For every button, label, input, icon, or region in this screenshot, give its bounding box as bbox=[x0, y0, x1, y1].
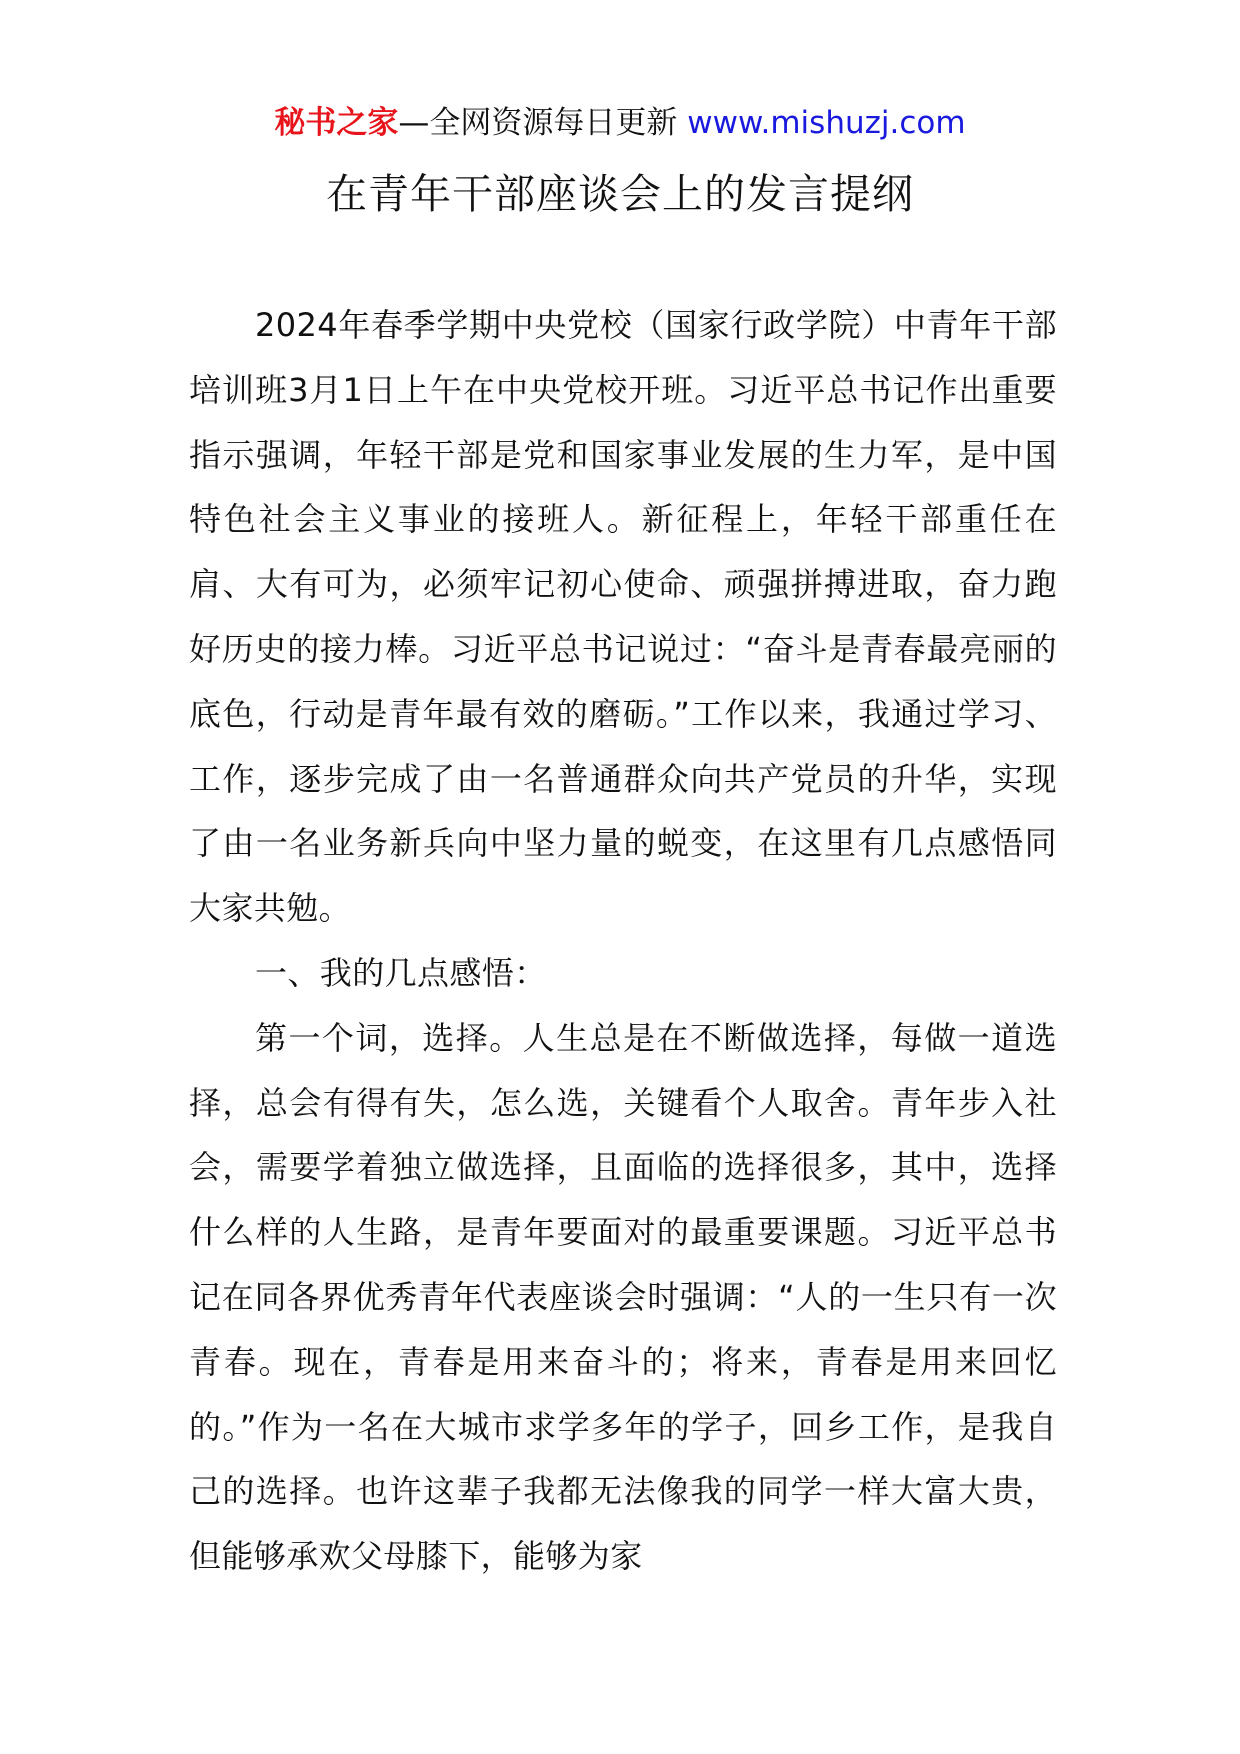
website-link[interactable]: www.mishuzj.com bbox=[687, 105, 966, 141]
document-title: 在青年干部座谈会上的发言提纲 bbox=[326, 170, 914, 218]
header-tagline: —全网资源每日更新 bbox=[398, 105, 688, 141]
paragraph-choice: 第一个词，选择。人生总是在不断做选择，每做一道选择，总会有得有失，怎么选，关键看个人取舍。青年步入社会，需要学着独立做选择，且面临的选择很多，其中，选择什么样的人生路，是青年要面对的最重要课题。习近平总书记在同各界优秀青年代表座谈会时强调：“人的一生只有一次青春。现在，青春是用来奋斗的；将来，青春是用来回忆的。”作为一名在大城市求学多年的学子，回乡工作，是我自己的选择。也许这辈子我都无法像我的同学一样大富大贵，但能够承欢父母膝下，能够为家 bbox=[189, 1018, 1057, 1576]
section-heading: 一、我的几点感悟： bbox=[255, 953, 547, 992]
document-body bbox=[189, 293, 1057, 1589]
watermark-header bbox=[0, 98, 1240, 148]
paragraph-intro: 2024年春季学期中央党校（国家行政学院）中青年干部培训班3月1日上午在中央党校开班。习近平总书记作出重要指示强调，年轻干部是党和国家事业发展的生力军，是中国特色社会主义事业的接班人。新征程上，年轻干部重任在肩、大有可为，必须牢记初心使命、顽强拼搏进取，奋力跑好历史的接力棒。习近平总书记说过：“奋斗是青春最亮丽的底色，行动是青年最有效的磨砺。”工作以来，我通过学习、工作，逐步完成了由一名普通群众向共产党员的升华，实现了由一名业务新兵向中坚力量的蜕变，在这里有几点感悟同大家共勉。 bbox=[189, 306, 1057, 928]
brand-name: 秘书之家 bbox=[274, 105, 399, 141]
